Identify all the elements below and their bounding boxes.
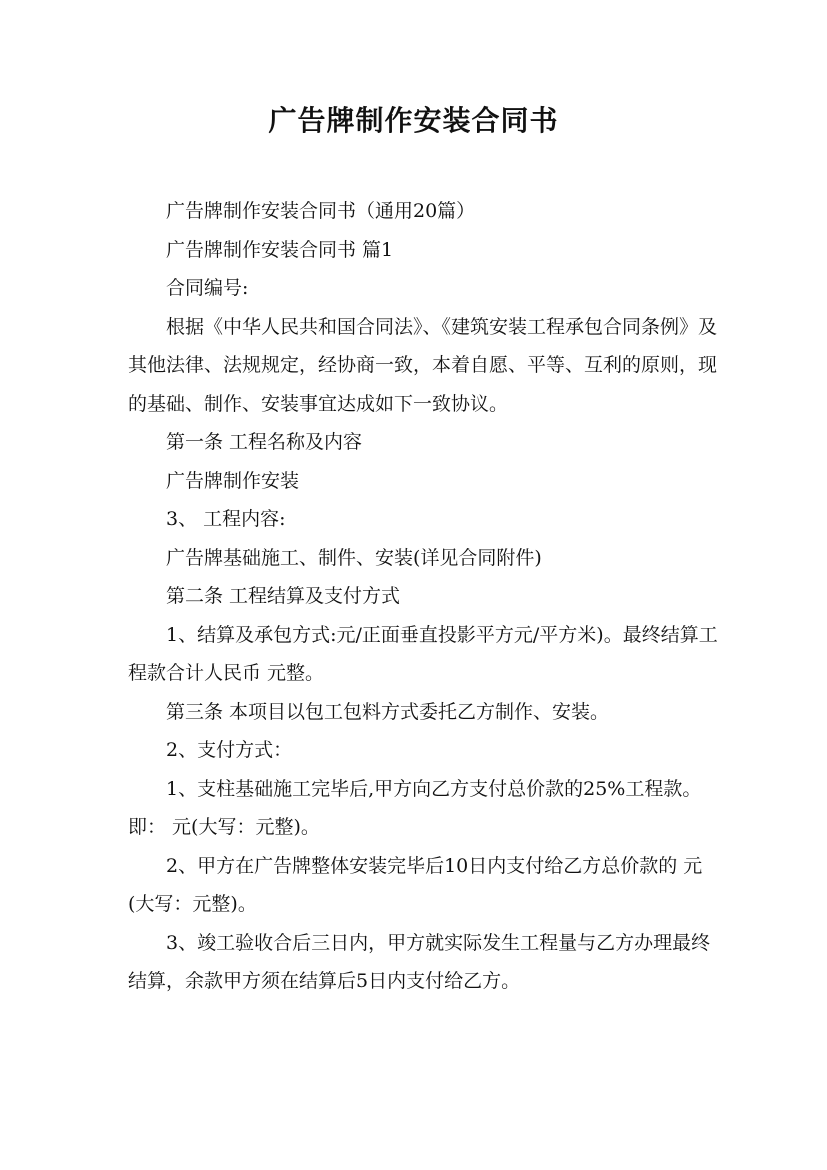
paragraph-settlement-method: 1、结算及承包方式:元/正面垂直投影平方元/平方米)。最终结算工程款合计人民币 元整。 — [128, 623, 718, 684]
paragraph-project-content: 广告牌基础施工、制件、安装(详见合同附件) — [166, 546, 542, 569]
paragraph-clause-1-heading: 第一条 工程名称及内容 — [166, 431, 363, 453]
paragraph-project-name: 广告牌制作安装 — [166, 469, 300, 492]
paragraph-article-heading: 广告牌制作安装合同书 篇1 — [166, 238, 394, 261]
paragraph-clause-2-heading: 第二条 工程结算及支付方式 — [166, 585, 401, 607]
paragraph-preamble: 根据《中华人民共和国合同法》、《建筑安装工程承包合同条例》及其他法律、法规规定，经协商一致，本着自愿、平等、互利的原则，现的基础、制作、安装事宜达成如下一致协议。 — [128, 315, 718, 415]
paragraph-contract-number: 合同编号: — [166, 277, 249, 299]
paragraph-payment-item-2: 2、甲方在广告牌整体安装完毕后10日内支付给乙方总价款的 元(大写：元整)。 — [128, 854, 703, 915]
paragraph-payment-item-3: 3、竣工验收合后三日内，甲方就实际发生工程量与乙方办理最终结算，余款甲方须在结算后5日内支付给乙方。 — [128, 931, 711, 992]
document-body — [128, 192, 728, 1001]
paragraph-project-content-label: 3、 工程内容: — [166, 508, 286, 530]
paragraph-clause-3-heading: 第三条 本项目以包工包料方式委托乙方制作、安装。 — [166, 700, 610, 723]
paragraph-payment-method-label: 2、支付方式： — [166, 739, 293, 761]
document-title: 广告牌制作安装合同书 — [268, 104, 559, 137]
paragraph-payment-item-1: 1、支柱基础施工完毕后,甲方向乙方支付总价款的25%工程款。即： 元(大写：元整)。 — [128, 777, 702, 838]
paragraph-subtitle: 广告牌制作安装合同书（通用20篇） — [166, 200, 476, 222]
